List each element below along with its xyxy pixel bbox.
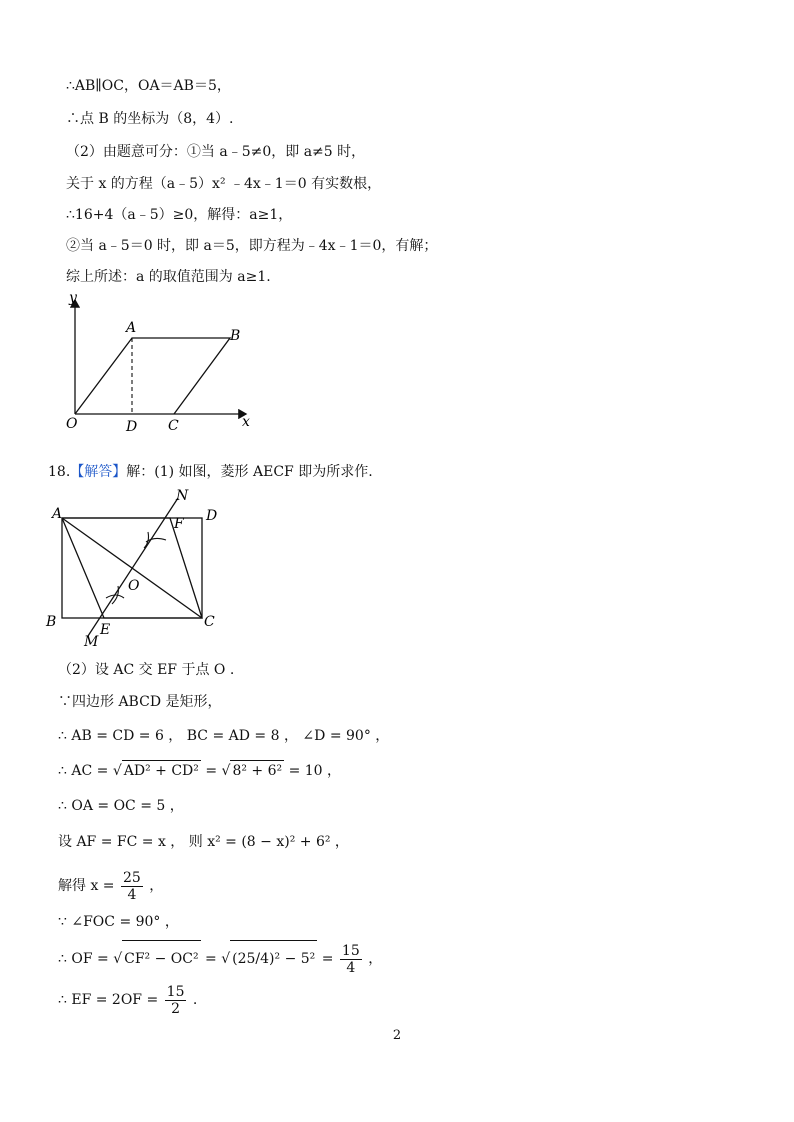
text-line-9: ∵四边形 ABCD 是矩形， (58, 694, 222, 710)
ac-radicand-1: AD² + CD² (122, 760, 201, 781)
sqrt-symbol: √ (221, 763, 231, 779)
q18-answer-tag: 【解答】 (70, 464, 127, 480)
label-D: D (126, 419, 138, 435)
q18-text: 解：(1) 如图，菱形 AECF 即为所求作. (126, 464, 373, 480)
label-B2: B (46, 614, 57, 630)
parallelogram-OABC (75, 338, 230, 414)
label-N: N (176, 488, 189, 504)
solve-x-label: 解得 x = (58, 878, 115, 894)
ac-lhs: ∴ AC = (58, 763, 109, 779)
sqrt-symbol: √ (113, 951, 123, 967)
of-radicand-1: CF² − OC² (122, 940, 200, 977)
of-radicand-2: (25/4)² − 5² (230, 940, 317, 977)
fraction-25-4: $\frac{25}{4}$ (122, 869, 141, 903)
ac-eq: = (200, 763, 218, 779)
label-F: F (174, 516, 184, 532)
q18-heading (48, 462, 373, 482)
sqrt-symbol: √ (221, 951, 231, 967)
label-D2: D (206, 508, 218, 524)
text-line-17: ∴ EF = 2OF = $\frac{15}{2}$ . (58, 983, 198, 1017)
text-line-10: ∴ AB = CD = 6 ， BC = AD = 8 ， ∠D = 90° ， (58, 728, 390, 744)
text-line-5: ∴16+4（a﹣5）≥0，解得：a≥1， (66, 207, 293, 223)
fraction-15-4: $\frac{15}{4}$ (341, 942, 360, 976)
text-line-11 (58, 760, 341, 781)
label-y: y (69, 290, 77, 306)
label-O: O (66, 416, 78, 432)
text-line-4: 关于 x 的方程（a﹣5）x² ﹣4x﹣1＝0 有实数根， (66, 176, 382, 192)
ef-lhs: ∴ EF = 2OF = (58, 992, 159, 1008)
label-M: M (84, 634, 99, 650)
label-A2: A (52, 506, 63, 522)
text-line-2: ∴点 B 的坐标为（8，4）. (66, 111, 234, 127)
label-A: A (126, 320, 137, 336)
label-x: x (242, 414, 250, 430)
text-line-7: 综上所述：a 的取值范围为 a≥1. (66, 269, 271, 285)
arc-upper-2 (144, 532, 149, 548)
label-O2: O (128, 578, 140, 594)
sqrt-symbol: √ (112, 763, 122, 779)
perpendicular-bisector-MN (88, 498, 178, 636)
text-line-14: 解得 x = $\frac{25}{4}$ ， (58, 869, 164, 903)
text-line-6: ②当 a﹣5＝0 时，即 a＝5，即方程为﹣4x﹣1＝0，有解； (66, 238, 438, 254)
label-C: C (168, 418, 179, 434)
label-E: E (100, 622, 111, 638)
label-C2: C (204, 614, 215, 630)
text-line-1: ∴AB∥OC，OA＝AB＝5， (66, 78, 231, 94)
label-B: B (230, 328, 241, 344)
page-number: 2 (392, 1028, 402, 1043)
ac-radicand-2: 8² + 6² (230, 760, 284, 781)
arc-lower (106, 595, 124, 598)
text-line-15: ∵ ∠FOC = 90° ， (58, 914, 179, 930)
q18-number: 18. (48, 464, 71, 480)
text-line-8: （2）设 AC 交 EF 于点 O . (58, 662, 235, 678)
text-line-12: ∴ OA = OC = 5 ， (58, 798, 184, 814)
of-lhs: ∴ OF = (58, 951, 109, 967)
text-line-13: 设 AF = FC = x ， 则 x² = (8 − x)² + 6² ， (58, 834, 349, 850)
text-line-16: ∴ OF = √ CF² − OC² = √ (25/4)² − 5² = $\frac{15}{4}$ ， (58, 940, 382, 977)
ac-result: = 10 ， (284, 763, 342, 779)
coordinate-figure (60, 288, 260, 436)
text-line-3: （2）由题意可分：①当 a﹣5≠0，即 a≠5 时， (66, 144, 366, 160)
rhombus-figure (44, 486, 244, 650)
fraction-15-2: $\frac{15}{2}$ (166, 983, 185, 1017)
